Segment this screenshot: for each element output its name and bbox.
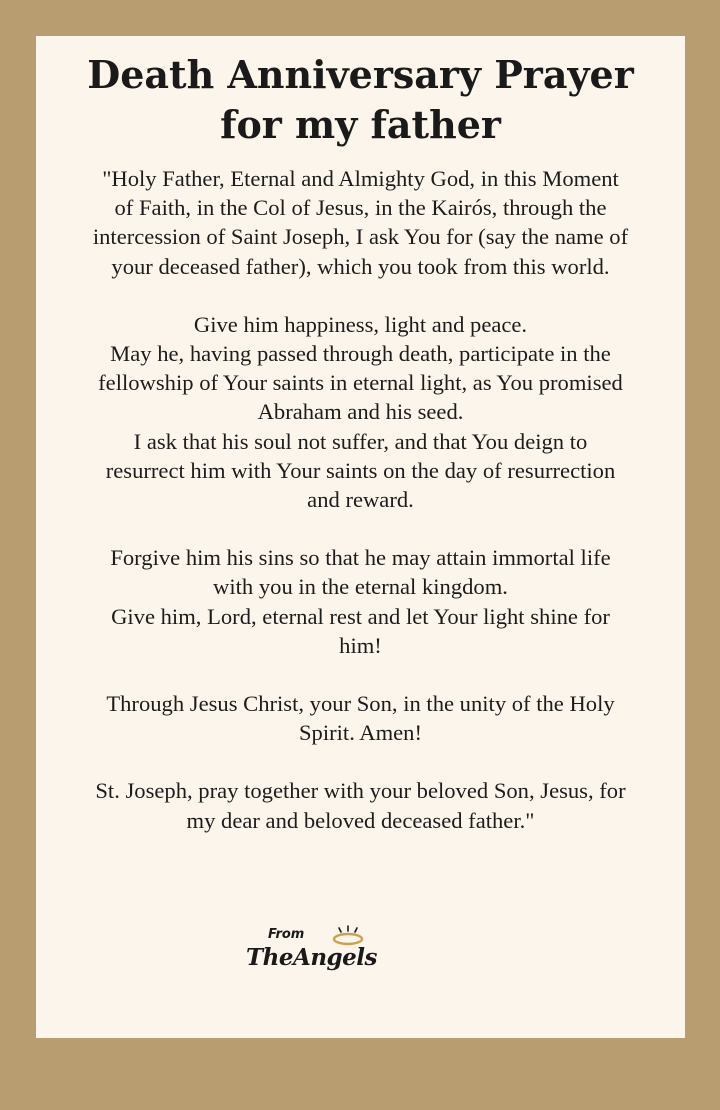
logo-brand-text: TheAngels	[246, 944, 377, 971]
prayer-line: your deceased father), which you took from this world.	[111, 253, 610, 279]
logo-from-text: From	[268, 927, 305, 942]
prayer-line: with you in the eternal kingdom.	[213, 574, 508, 600]
title-line-1: Death Anniversary Prayer	[87, 52, 634, 97]
prayer-line: Forgive him his sins so that he may attain immortal life	[110, 545, 611, 571]
prayer-line: him!	[339, 632, 382, 658]
prayer-line: resurrect him with Your saints on the day of resurrection	[105, 457, 616, 483]
prayer-line: of Faith, in the Col of Jesus, in the Kairós, through the	[114, 195, 607, 221]
prayer-line: and reward.	[307, 487, 414, 513]
prayer-line: May he, having passed through death, participate in the	[110, 341, 611, 367]
page-title	[54, 50, 667, 150]
prayer-line: Give him happiness, light and peace.	[193, 311, 528, 337]
prayer-line: intercession of Saint Joseph, I ask You for (say the name of	[92, 224, 629, 250]
prayer-card	[36, 36, 685, 1038]
prayer-line: fellowship of Your saints in eternal light, as You promised	[98, 370, 623, 396]
stanza-2	[54, 310, 667, 514]
stanza-1	[54, 164, 667, 281]
prayer-line: my dear and beloved deceased father."	[186, 807, 535, 833]
prayer-line: "Holy Father, Eternal and Almighty God, in this Moment	[102, 166, 619, 191]
prayer-line: Give him, Lord, eternal rest and let Your light shine for	[111, 603, 610, 629]
prayer-text	[54, 164, 667, 835]
title-line-2: for my father	[220, 102, 501, 147]
stanza-4	[54, 689, 667, 747]
prayer-line: Abraham and his seed.	[257, 399, 464, 425]
prayer-line: I ask that his soul not suffer, and that You deign to	[133, 428, 588, 454]
stanza-5	[54, 776, 667, 834]
stanza-3	[54, 543, 667, 660]
prayer-line: St. Joseph, pray together with your beloved Son, Jesus, for	[95, 778, 626, 804]
prayer-line: Spirit. Amen!	[298, 720, 422, 746]
prayer-line: Through Jesus Christ, your Son, in the unity of the Holy	[106, 691, 615, 717]
